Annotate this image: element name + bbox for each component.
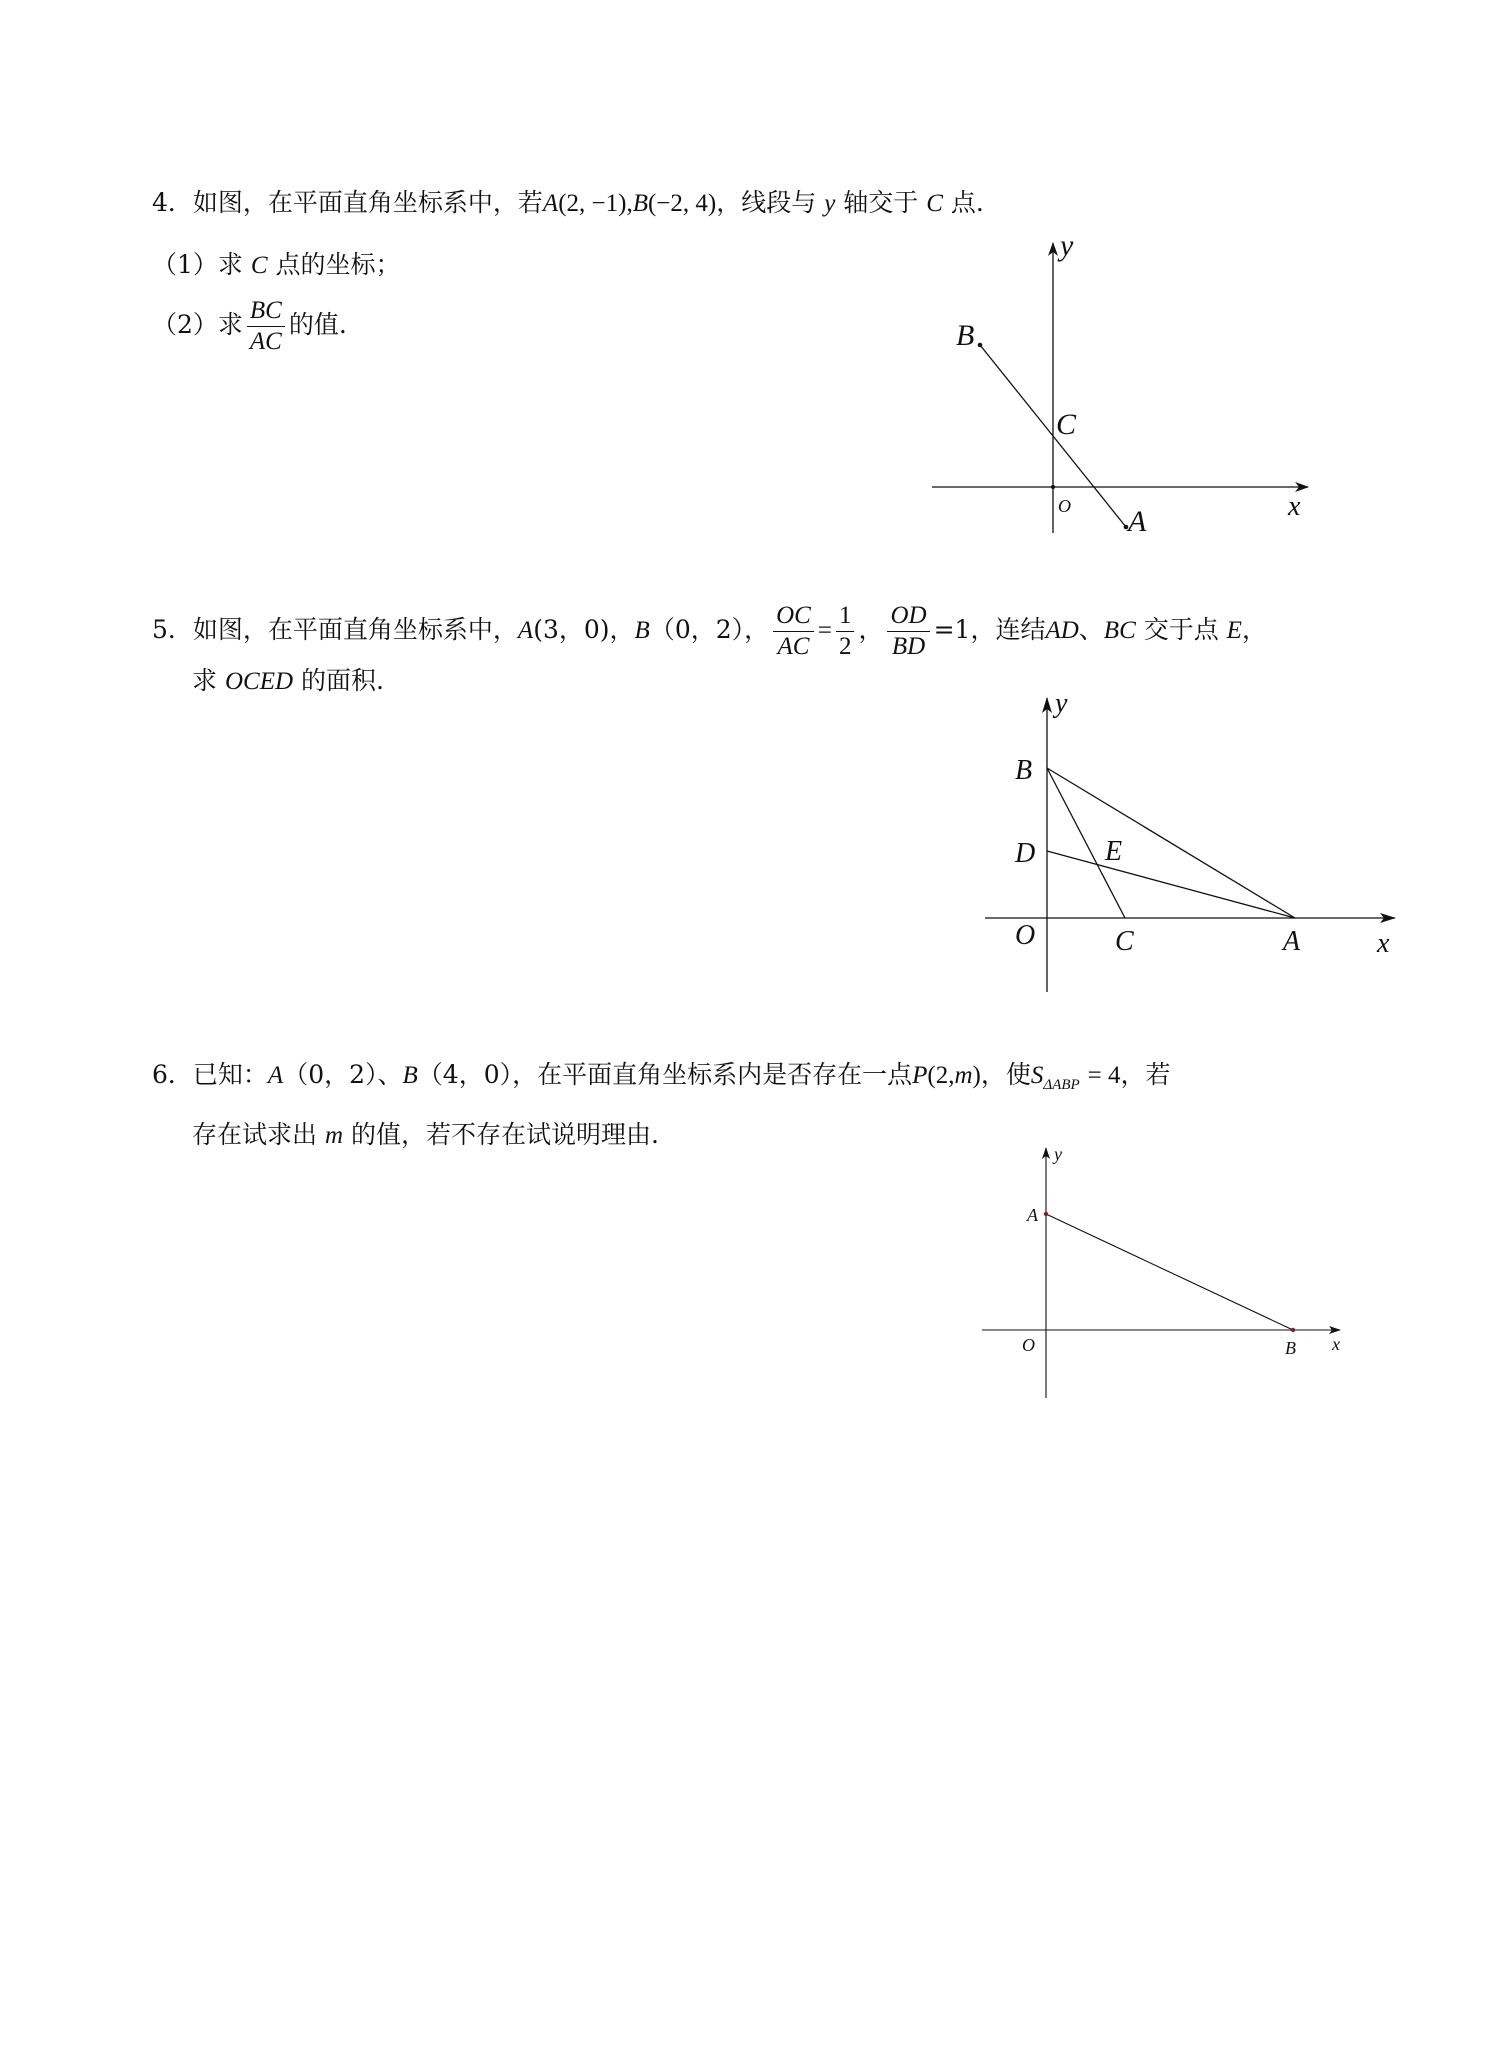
label-a: A: [1283, 926, 1301, 957]
segment-ab: [1046, 1214, 1293, 1330]
problem-4-part-2: （2）求 $\frac{BC}{AC}$ 的值.: [152, 297, 347, 355]
point-b-dot: [1291, 1328, 1295, 1332]
label-d: D: [1015, 838, 1036, 869]
fraction-one-half: $\frac{1}{2}$: [836, 601, 855, 662]
point-a-dot: [1044, 1212, 1048, 1216]
label-b: B: [956, 319, 975, 352]
problem-number: 4．: [152, 188, 193, 217]
point-o-dot: [1051, 485, 1055, 489]
fraction-od-over-bd: $\frac{OD}{BD}$: [887, 601, 929, 662]
fraction-bc-over-ac: $\frac{BC}{AC}$: [247, 296, 285, 357]
segment-ba: [1047, 768, 1295, 918]
problem-4-figure: [920, 225, 1360, 555]
problem-6-stem: 6．已知：A（0，2）、B（4，0），在平面直角坐标系内是否存在一点P(2,m)，使$S_{\Delta ABP} = 4$，若: [152, 1060, 1171, 1093]
problem-6-line-2: 存在试求出 m 的值，若不存在试说明理由.: [192, 1120, 659, 1149]
label-c: C: [1115, 926, 1134, 957]
problem-4-part-1: （1）求 C 点的坐标；: [152, 250, 401, 279]
label-o: O: [1058, 496, 1071, 516]
label-b: B: [1015, 755, 1033, 786]
problem-number: 5．: [152, 615, 193, 644]
problem-4-stem: 4．如图，在平面直角坐标系中，若A(2, −1),B(−2, 4)，线段与 y 轴交于 C 点.: [152, 188, 984, 217]
point-b-dot: [978, 343, 983, 348]
problem-6-figure: [972, 1140, 1352, 1410]
label-x: x: [1332, 1334, 1340, 1354]
label-y: y: [1060, 229, 1074, 262]
label-y: y: [1055, 688, 1068, 719]
label-e: E: [1105, 836, 1123, 867]
fraction-oc-over-ac: $\frac{OC}{AC}$: [773, 601, 814, 662]
problem-5-stem: 5．如图，在平面直角坐标系中，A(3，0)，B（0，2）， $\frac{OC}{AC}$ = $\frac{1}{2}$ ， $\frac{OD}{BD}$ =1，连结AD、BC 交于点 E，: [152, 602, 1267, 660]
label-b: B: [1285, 1338, 1296, 1358]
label-y: y: [1054, 1144, 1062, 1164]
label-x: x: [1377, 928, 1390, 959]
label-c: C: [1056, 408, 1077, 441]
problem-5-line-2: 求 OCED 的面积.: [192, 666, 384, 695]
label-a: A: [1128, 505, 1147, 538]
segment-da: [1047, 851, 1295, 918]
label-x: x: [1288, 491, 1301, 522]
label-o: O: [1015, 920, 1036, 951]
problem-number: 6．: [152, 1060, 193, 1089]
label-o: O: [1022, 1335, 1035, 1355]
label-a: A: [1027, 1205, 1038, 1225]
problem-5-figure: [975, 680, 1415, 1000]
